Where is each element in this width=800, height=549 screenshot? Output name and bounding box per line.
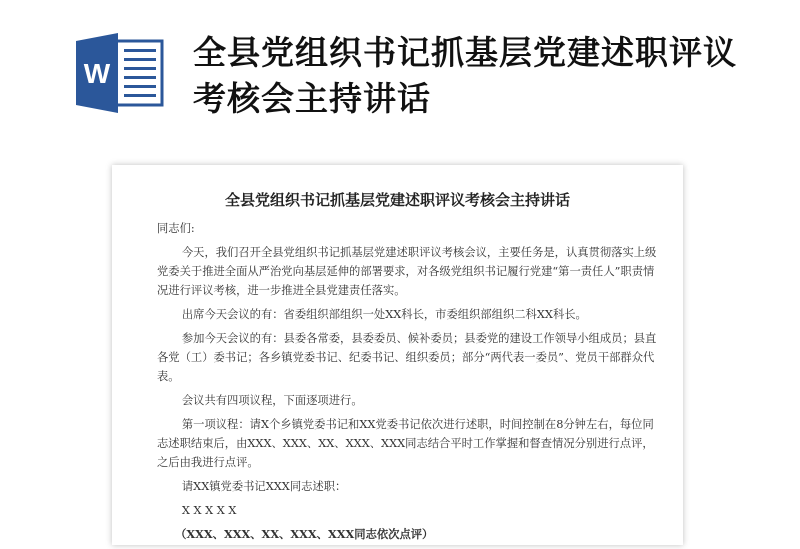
header-title: 全县党组织书记抓基层党建述职评议考核会主持讲话 (193, 33, 737, 118)
paragraph: X X X X X (181, 504, 237, 517)
paragraph: 会议共有四项议程，下面逐项进行。 (181, 394, 363, 407)
document-body (157, 219, 662, 549)
paragraph: 出席今天会议的有：省委组织部组织一处XX科长，市委组织部组织二科XX科长。 (181, 308, 587, 321)
paragraph: 第一项议程：请X个乡镇党委书记和XX党委书记依次进行述职，时间控制在8分钟左右，每位同志述职结束后，由XXX、XXX、XX、XXX、XXX同志结合平时工作掌握和督查情况分别进行点评，之后由我进行点评。 (157, 418, 654, 469)
document-page (112, 165, 683, 545)
paragraph: 请XX镇党委书记XXX同志述职： (181, 480, 347, 493)
word-icon (76, 33, 164, 113)
paragraph: （XXX、XXX、XX、XXX、XXX同志依次点评） (175, 527, 434, 541)
paragraph: 同志们: (157, 222, 195, 235)
paragraph: 参加今天会议的有：县委各常委，县委委员、候补委员；县委党的建设工作领导小组成员；县直各党（工）委书记；各乡镇党委书记、纪委书记、组织委员；部分“两代表一委员”、党员干部群众代表。 (157, 332, 657, 383)
document-title: 全县党组织书记抓基层党建述职评议考核会主持讲话 (224, 191, 570, 209)
paragraph: 今天，我们召开全县党组织书记抓基层党建述职评议考核会议，主要任务是，认真贯彻落实上级党委关于推进全面从严治党向基层延伸的部署要求，对各级党组织书记履行党建“第一责任人”职责情况进行评议考核，进一步推进全县党建责任落实。 (157, 246, 657, 297)
svg-text:W: W (83, 58, 111, 89)
